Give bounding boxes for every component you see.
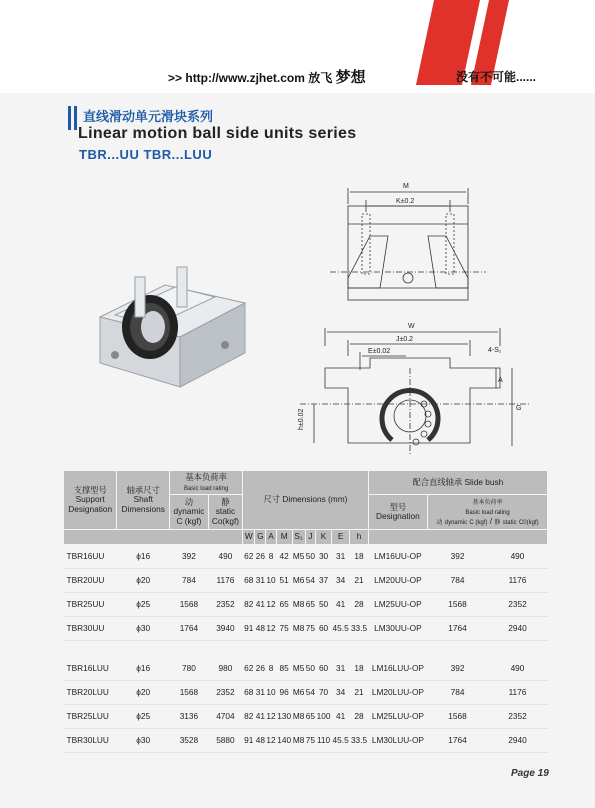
table-cell: 96 (276, 680, 292, 704)
table-cell: 60 (316, 657, 332, 681)
table-cell: 1568 (170, 680, 209, 704)
col-support: 支撑型号 Support Designation (64, 471, 117, 530)
title-english: Linear motion ball side units series (78, 125, 357, 142)
table-cell: 1764 (428, 728, 488, 752)
table-cell: 1568 (428, 592, 488, 616)
dim-col-4: S₁ (292, 530, 305, 545)
table-cell: 1764 (428, 616, 488, 640)
table-cell: 110 (316, 728, 332, 752)
col-static: 静 static Co(kgf) (208, 495, 242, 530)
table-cell: 3136 (170, 704, 209, 728)
title-chinese: 直线滑动单元滑块系列 (83, 109, 214, 124)
page-number: Page 19 (511, 768, 549, 779)
table-cell: LM20LUU-OP (368, 680, 427, 704)
dim-label-g: G (516, 405, 522, 412)
table-cell: ϕ16 (117, 544, 170, 568)
table-cell: 26 (255, 544, 266, 568)
title-accent-bar (68, 106, 71, 130)
table-cell: LM25LUU-OP (368, 704, 427, 728)
table-cell: 8 (266, 657, 277, 681)
title-series: TBR...UU TBR...LUU (79, 147, 213, 162)
table-cell: 30 (316, 544, 332, 568)
table-cell: 490 (487, 657, 547, 681)
table-cell: ϕ20 (117, 568, 170, 592)
table-cell: 75 (276, 616, 292, 640)
table-cell: ϕ30 (117, 616, 170, 640)
table-cell: 392 (428, 544, 488, 568)
table-cell: 34 (331, 680, 349, 704)
table-cell: 34 (331, 568, 349, 592)
table-cell: 21 (350, 680, 368, 704)
table-cell: 12 (266, 592, 277, 616)
table-cell: 2352 (208, 592, 242, 616)
table-cell: 10 (266, 568, 277, 592)
table-row (64, 616, 548, 640)
table-cell: 2940 (487, 616, 547, 640)
table-cell: 392 (428, 657, 488, 681)
table-cell: 2352 (487, 592, 547, 616)
table-cell: 3528 (170, 728, 209, 752)
table-cell: 140 (276, 728, 292, 752)
table-row (64, 592, 548, 616)
dim-col-8: h (350, 530, 368, 545)
table-cell: 37 (316, 568, 332, 592)
product-photo (95, 255, 265, 395)
table-cell: 42 (276, 544, 292, 568)
table-cell: 12 (266, 728, 277, 752)
table-cell: M5 (292, 657, 305, 681)
table-cell: 41 (331, 592, 349, 616)
table-cell: 5880 (208, 728, 242, 752)
table-cell: 12 (266, 616, 277, 640)
table-cell: M5 (292, 544, 305, 568)
header-slogan-c: 没有不可能...... (456, 70, 537, 84)
table-cell: 54 (305, 568, 316, 592)
table-cell: 54 (305, 680, 316, 704)
table-cell: TBR30UU (64, 616, 117, 640)
dim-col-5: J (305, 530, 316, 545)
table-cell: 91 (243, 728, 255, 752)
table-cell: 60 (316, 616, 332, 640)
table-cell: 1176 (487, 680, 547, 704)
table-cell: 48 (255, 616, 266, 640)
table-cell: 65 (305, 592, 316, 616)
table-row (64, 728, 548, 752)
table-cell: 490 (487, 544, 547, 568)
table-cell: 1568 (428, 704, 488, 728)
dim-label-s: 4-S₁ (488, 347, 502, 354)
table-row (64, 680, 548, 704)
table-cell: TBR20LUU (64, 680, 117, 704)
table-cell: 41 (255, 704, 266, 728)
table-cell: 3940 (208, 616, 242, 640)
col-bush-load: 基本负荷率 Basic load rating 动 dynamic C (kgf) / 静 static C0(kgf) (428, 495, 548, 530)
table-cell: 50 (305, 544, 316, 568)
table-cell: 130 (276, 704, 292, 728)
table-cell: 31 (255, 680, 266, 704)
table-cell: 31 (331, 544, 349, 568)
table-cell: 10 (266, 680, 277, 704)
table-row (64, 704, 548, 728)
table-cell: 12 (266, 704, 277, 728)
table-cell: 8 (266, 544, 277, 568)
table-cell: 75 (305, 616, 316, 640)
dim-col-6: K (316, 530, 332, 545)
table-cell: 1176 (208, 568, 242, 592)
table-cell: LM30UU-OP (368, 616, 427, 640)
table-cell: 82 (243, 704, 255, 728)
col-slide-bush: 配合直线轴承 Slide bush (368, 471, 547, 495)
table-cell: 31 (331, 657, 349, 681)
table-cell: M6 (292, 680, 305, 704)
table-cell: ϕ30 (117, 728, 170, 752)
table-cell: LM25UU-OP (368, 592, 427, 616)
table-cell: 82 (243, 592, 255, 616)
table-cell: 2940 (487, 728, 547, 752)
table-cell: 784 (170, 568, 209, 592)
dim-label-j: J±0.2 (396, 336, 414, 343)
table-cell: ϕ16 (117, 657, 170, 681)
dim-label-m: M (403, 183, 409, 190)
table-cell: TBR30LUU (64, 728, 117, 752)
table-cell: 28 (350, 704, 368, 728)
table-cell: 68 (243, 568, 255, 592)
table-cell: 50 (316, 592, 332, 616)
table-cell: TBR25UU (64, 592, 117, 616)
table-cell: ϕ25 (117, 704, 170, 728)
col-bush-type: 型号 Designation (368, 495, 427, 530)
spec-table (63, 470, 548, 753)
dim-col-3: M (276, 530, 292, 545)
table-cell: TBR20UU (64, 568, 117, 592)
table-cell: 392 (170, 544, 209, 568)
table-cell: 75 (305, 728, 316, 752)
header-slogan-a: 放飞 (308, 71, 333, 85)
table-cell: 2352 (208, 680, 242, 704)
header-slogan (168, 66, 366, 87)
table-cell: 33.5 (350, 728, 368, 752)
table-cell: 100 (316, 704, 332, 728)
table-cell: LM16LUU-OP (368, 657, 427, 681)
table-row (64, 568, 548, 592)
table-cell: 784 (428, 568, 488, 592)
table-cell: 21 (350, 568, 368, 592)
dim-label-a: A (498, 377, 503, 384)
table-cell: M6 (292, 568, 305, 592)
table-cell: 980 (208, 657, 242, 681)
table-cell: 48 (255, 728, 266, 752)
table-cell: 33.5 (350, 616, 368, 640)
table-cell: M8 (292, 616, 305, 640)
dim-label-w: W (408, 323, 415, 330)
dim-label-h: h±0.02 (298, 408, 305, 430)
table-cell: 51 (276, 568, 292, 592)
dim-col-1: G (255, 530, 266, 545)
table-cell: TBR25LUU (64, 704, 117, 728)
table-cell: 1176 (487, 568, 547, 592)
col-dimensions: 尺寸 Dimensions (mm) (243, 471, 369, 530)
dim-col-2: A (266, 530, 277, 545)
table-cell: 18 (350, 657, 368, 681)
header-url[interactable]: http://www.zjhet.com (185, 71, 305, 85)
table-cell: 62 (243, 544, 255, 568)
table-cell: 85 (276, 657, 292, 681)
table-cell: 41 (331, 704, 349, 728)
dim-label-e: E±0.02 (368, 348, 391, 355)
table-cell: 45.5 (331, 728, 349, 752)
table-cell: 45.5 (331, 616, 349, 640)
table-cell: 65 (276, 592, 292, 616)
table-cell: ϕ25 (117, 592, 170, 616)
table-cell: 91 (243, 616, 255, 640)
table-cell: LM30LUU-OP (368, 728, 427, 752)
table-cell: 50 (305, 657, 316, 681)
table-cell: 2352 (487, 704, 547, 728)
table-cell: 26 (255, 657, 266, 681)
header-prefix: >> (168, 71, 186, 85)
table-cell: 28 (350, 592, 368, 616)
dim-col-0: W (243, 530, 255, 545)
table-row (64, 544, 548, 568)
table-cell: 68 (243, 680, 255, 704)
table-cell: 18 (350, 544, 368, 568)
table-cell: 780 (170, 657, 209, 681)
table-cell: 4704 (208, 704, 242, 728)
table-cell: 490 (208, 544, 242, 568)
table-cell: 31 (255, 568, 266, 592)
table-cell: TBR16LUU (64, 657, 117, 681)
table-cell: ϕ20 (117, 680, 170, 704)
table-cell: M8 (292, 592, 305, 616)
table-cell: 62 (243, 657, 255, 681)
table-cell: 1568 (170, 592, 209, 616)
technical-drawing (300, 178, 530, 458)
table-cell: 1764 (170, 616, 209, 640)
col-shaft: 轴承尺寸 Shaft Dimensions (117, 471, 170, 530)
dimension-header-row (64, 530, 548, 545)
col-load: 基本负荷率 Basic load rating (170, 471, 243, 495)
title-accent-bar (74, 106, 77, 130)
table-cell: LM20UU-OP (368, 568, 427, 592)
table-cell: 784 (428, 680, 488, 704)
table-cell: 41 (255, 592, 266, 616)
table-cell: M8 (292, 728, 305, 752)
dim-col-7: E (331, 530, 349, 545)
table-cell: M8 (292, 704, 305, 728)
table-row (64, 657, 548, 681)
dim-label-k: K±0.2 (396, 198, 415, 205)
table-cell: LM16UU-OP (368, 544, 427, 568)
table-cell: 65 (305, 704, 316, 728)
col-dynamic: 动 dynamic C (kgf) (170, 495, 209, 530)
table-cell: TBR16UU (64, 544, 117, 568)
table-cell: 70 (316, 680, 332, 704)
header-slogan-b: 梦想 (335, 69, 366, 86)
